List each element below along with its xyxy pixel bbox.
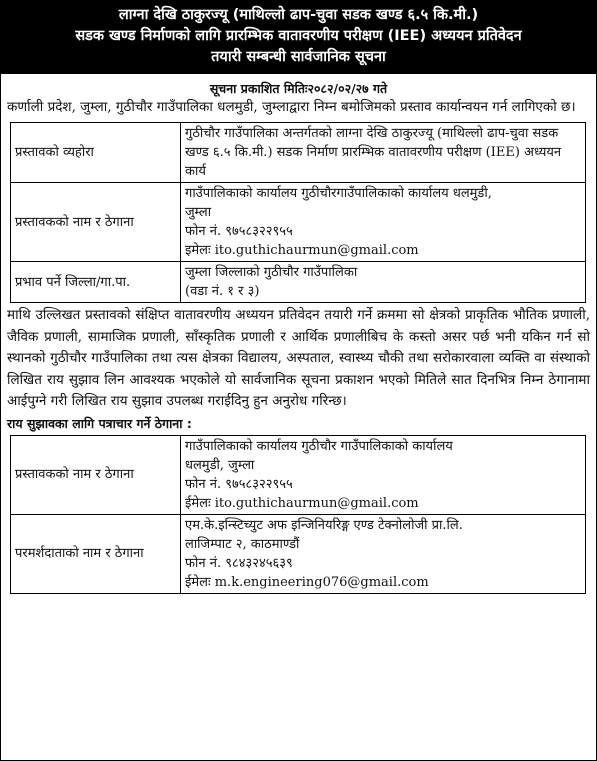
contact-table xyxy=(10,435,586,594)
phone-number: फोन नं. ९७५८३२२९५५ xyxy=(185,224,293,239)
row-value: गुठीचौर गाउँपालिका अन्तर्गतको लाग्ना देखि ठाकुरज्यू (माथिल्लो ढाप-चुवा सडक खण्ड ६.५ कि.मी.) सडक निर्माण प्रारम्भिक वातावरणीय परीक्षण (IEE) अध्ययन कार्य xyxy=(181,123,586,183)
publish-date: सूचना प्रकाशित मितिः२०८२/०२/२७ गते xyxy=(209,81,388,96)
row-label: प्रस्तावकको नाम र ठेगाना xyxy=(11,435,181,514)
header-line-2: सडक खण्ड निर्माणको लागि प्रारम्भिक वातावरणीय परीक्षण (IEE) अध्ययन प्रतिवेदन xyxy=(75,28,522,44)
email-address: इमेलः ito.guthichaurmun@gmail.com xyxy=(185,243,419,258)
email-address: ईमेलः m.k.engineering076@gmail.com xyxy=(185,574,429,590)
area-line: (वडा नं. १ र ३) xyxy=(185,284,260,299)
row-value xyxy=(181,262,586,303)
intro-paragraph: कर्णाली प्रदेश, जुम्ला, गुठीचौर गाउँपालिका धलमुडी, जुम्लाद्वारा निम्न बमोजिमको प्रस्ताव कार्यान्वयन गर्न लागिएको छ। xyxy=(7,99,576,115)
address-line: लाजिम्पाट २, काठमाण्डौं xyxy=(185,536,300,552)
correspondence-heading: राय सुझावका लागि पत्राचार गर्ने ठेगाना : xyxy=(7,415,192,431)
header-line-3: तयारी सम्बन्धी सार्वजानिक सूचना xyxy=(211,49,386,65)
area-line: जुम्ला जिल्लाको गुठीचौर गाउँपालिका xyxy=(185,265,358,280)
contact-row-proponent xyxy=(11,435,586,514)
row-label: प्रस्तावकको नाम र ठेगाना xyxy=(11,183,181,262)
row-label: प्रभाव पर्ने जिल्ला/गा.पा. xyxy=(11,262,181,303)
proposal-table xyxy=(10,122,586,303)
proposal-row-affected-area xyxy=(11,262,586,303)
body-paragraph: माथि उल्लिखत प्रस्तावको संक्षिप्त वातावरणीय अध्ययन प्रतिवेदन तयारी गर्ने क्रममा सो क्षेत्रको प्राकृतिक भौतिक प्रणाली, जैविक प्रणाली, सामाजिक प्रणाली, साँस्कृतिक प्रणाली र आर्थिक प्रणालीबिच के कस्तो असर पर्छ भनी यकिन गर्न सो स्थानको गुठीचौर गाउँपालिका तथा त्यस क्षेत्रका विद्यालय, अस्पताल, स्वास्थ्य चौकी तथा सरोकारवाला व्यक्ति वा संस्थाको लिखित राय सुझाव लिन आवश्यक भएकोले यो सार्वजानिक सूचना प्रकाशन भएको मितिले सात दिनभित्र निम्न ठेगानामा आईपुग्ने गरी लिखित राय सुझाव उपलब्ध गराईदिनु हुन अनुरोध गरिन्छ। xyxy=(7,307,590,409)
header-line-1: लाग्ना देखि ठाकुरज्यू (माथिल्लो ढाप-चुवा सडक खण्ड ६.५ कि.मी.) xyxy=(118,7,479,23)
row-value xyxy=(181,435,586,514)
proposal-row-description xyxy=(11,123,586,183)
email-address: ईमेलः ito.guthichaurmun@gmail.com xyxy=(185,495,419,511)
row-value xyxy=(181,183,586,262)
row-label: परमर्शदाताको नाम र ठेगाना xyxy=(11,514,181,593)
row-label: प्रस्तावको व्यहोरा xyxy=(11,123,181,183)
address-line: गाउँपालिकाको कार्यालय गुठीचौरगाउँपालिकाको कार्यालय धलमुडी, xyxy=(185,186,492,201)
address-line: एम.के.इन्स्टिच्युट अफ इन्जिनियरिङ्ग एण्ड टेक्नोलोजी प्रा.लि. xyxy=(185,517,463,533)
address-line: गाउँपालिकाको कार्यालय गुठीचौर गाउँपालिकाको कार्यालय xyxy=(185,438,453,454)
phone-number: फोन नं. ९७५८३२२९५५ xyxy=(185,476,293,492)
contact-row-consultant xyxy=(11,514,586,593)
notice-header xyxy=(1,1,596,74)
phone-number: फोन नं. ९८४३२४५६३९ xyxy=(185,555,293,571)
row-value xyxy=(181,514,586,593)
address-line: धलमुडी, जुम्ला xyxy=(185,457,255,473)
address-line: जुम्ला xyxy=(185,205,212,220)
proposal-row-proponent xyxy=(11,183,586,262)
